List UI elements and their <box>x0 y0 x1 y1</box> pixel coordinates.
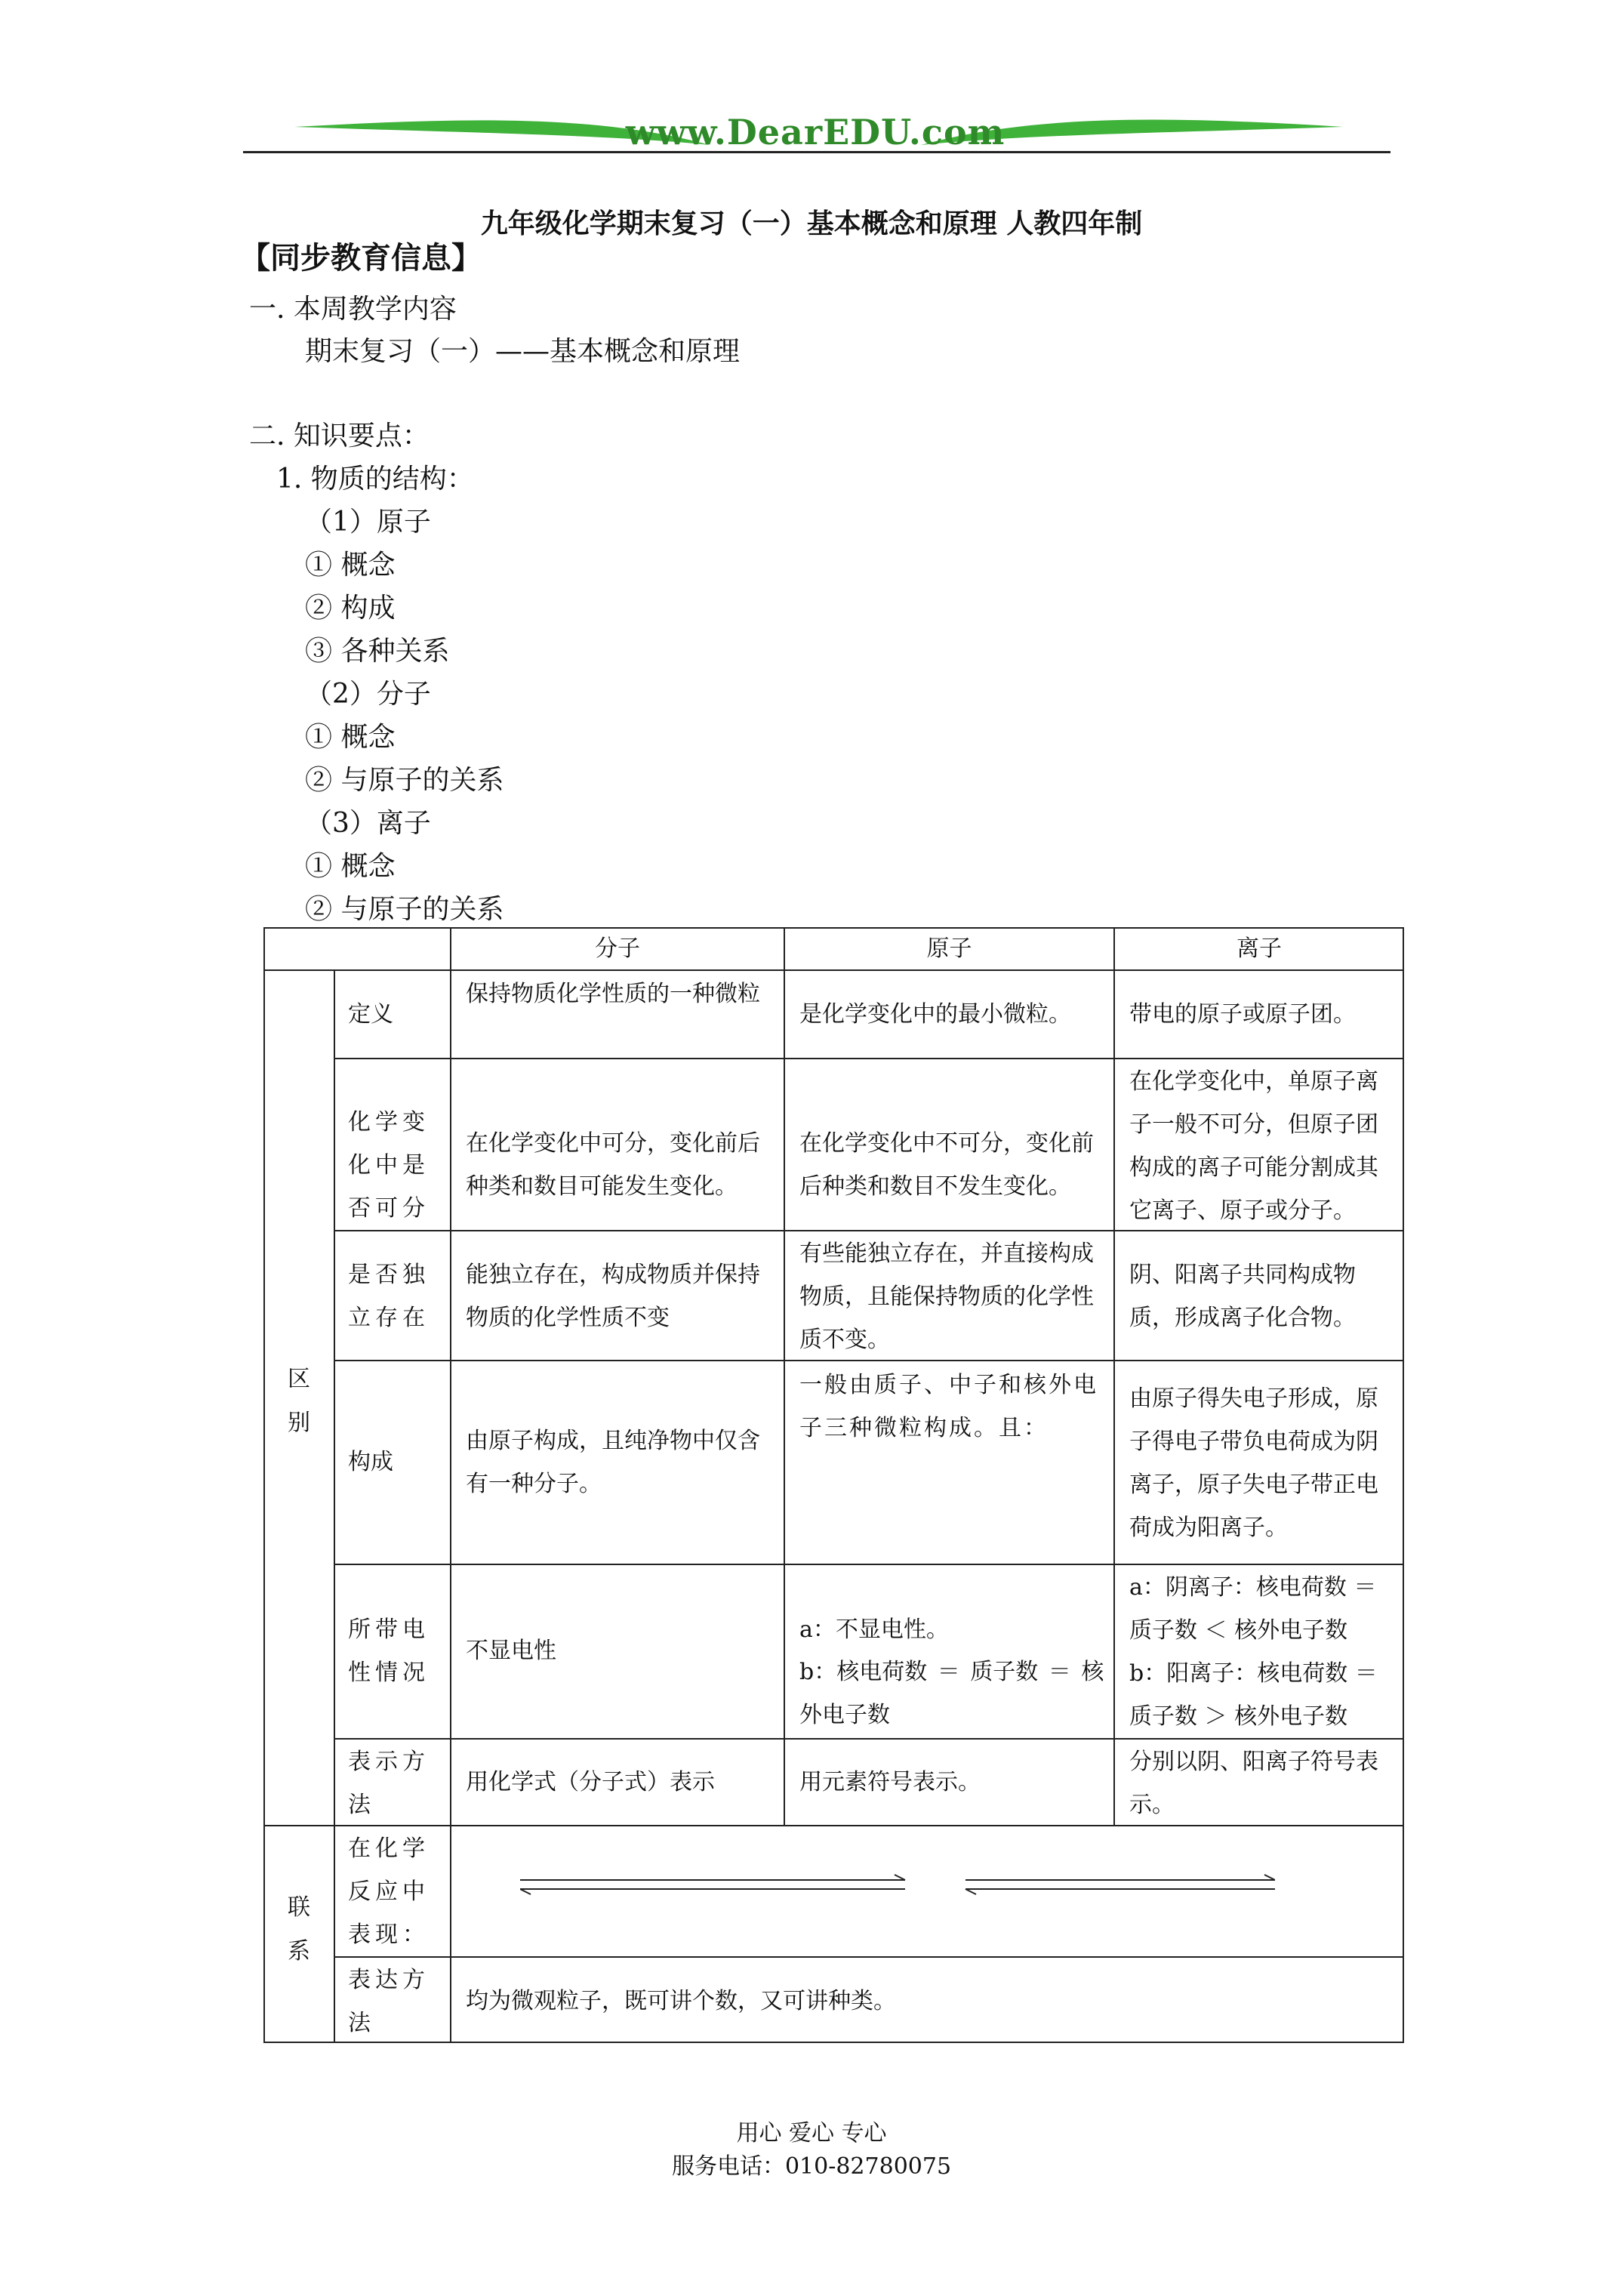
outline-item: 二. 知识要点： <box>249 421 430 451</box>
group-label-relation: 联系 <box>288 1894 310 1965</box>
footer-slogan: 用心 爱心 专心 <box>736 2120 887 2147</box>
table-cell: a：不显电性。 <box>799 1616 949 1643</box>
table-cell: 在化学变化中可分，变化前后种类和数目可能发生变化。 <box>466 1130 760 1200</box>
table-cell: 有些能独立存在，并直接构成物质，且能保持物质的化学性质不变。 <box>799 1240 1094 1353</box>
outline-item: ② 构成 <box>305 593 396 624</box>
outline-item: ② 与原子的关系 <box>305 765 504 796</box>
brand-logo-text: www.DearEDU.com <box>625 112 1006 153</box>
table-cell: b：核电荷数 ＝ 质子数 ＝ 核外电子数 <box>799 1659 1104 1728</box>
row-label: 表示方法 <box>348 1749 430 1818</box>
table-cell: 均为微观粒子，既可讲个数，又可讲种类。 <box>466 1988 896 2014</box>
section-heading: 【同步教育信息】 <box>240 240 482 276</box>
table-cell: b：阳离子：核电荷数 ＝ 质子数 ＞ 核外电子数 <box>1129 1660 1378 1730</box>
outline-item: ③ 各种关系 <box>305 636 450 667</box>
table-cell: 分别以阴、阳离子符号表示。 <box>1129 1749 1378 1818</box>
footer-phone: 服务电话：010-82780075 <box>671 2153 952 2180</box>
outline-item: （1）原子 <box>305 507 431 538</box>
outline-item: 一. 本周教学内容 <box>249 294 457 325</box>
outline-item: ① 概念 <box>305 722 396 753</box>
group-label-distinction: 区别 <box>288 1366 310 1436</box>
table-cell: 阴、阳离子共同构成物质，形成离子化合物。 <box>1129 1262 1356 1331</box>
outline-item: ② 与原子的关系 <box>305 894 504 925</box>
table-cell: 在化学变化中不可分，变化前后种类和数目不发生变化。 <box>799 1130 1094 1200</box>
table-cell: 用化学式（分子式）表示 <box>466 1769 715 1795</box>
table-cell: 是化学变化中的最小微粒。 <box>799 1001 1071 1028</box>
table-cell: 用元素符号表示。 <box>799 1769 981 1795</box>
table-cell: 不显电性 <box>466 1638 556 1664</box>
document-title: 九年级化学期末复习（一）基本概念和原理 人教四年制 <box>480 208 1143 239</box>
outline-item: （2）分子 <box>305 679 431 710</box>
row-label: 在化学反应中表现： <box>348 1835 430 1948</box>
table-cell: 由原子构成，且纯净物中仅含有一种分子。 <box>466 1428 760 1497</box>
row-label: 是否独立存在 <box>348 1262 430 1331</box>
row-label: 所带电性情况 <box>348 1616 430 1686</box>
comparison-table <box>263 927 1404 2043</box>
row-label: 定义 <box>348 1001 393 1028</box>
outline-item: ① 概念 <box>305 550 396 581</box>
table-cell: 保持物质化学性质的一种微粒 <box>466 981 760 1007</box>
outline-item: 期末复习（一）——基本概念和原理 <box>305 336 741 367</box>
table-cell: 在化学变化中，单原子离子一般不可分，但原子团构成的离子可能分割成其它离子、原子或分子。 <box>1129 1068 1378 1224</box>
table-cell: 由原子得失电子形成，原子得电子带负电荷成为阴离子，原子失电子带正电荷成为阳离子。 <box>1129 1385 1378 1541</box>
row-label: 化学变化中是否可分 <box>348 1109 430 1222</box>
row-label: 构成 <box>348 1449 393 1475</box>
reversible-arrows-icon <box>520 1871 1275 1909</box>
table-cell: 带电的原子或原子团。 <box>1129 1001 1356 1028</box>
header-banner <box>242 106 1389 166</box>
outline-item: ① 概念 <box>305 851 396 882</box>
table-cell: 一般由质子、中子和核外电子三种微粒构成。且： <box>799 1372 1098 1441</box>
column-header-molecule: 分子 <box>595 935 640 962</box>
row-label: 表达方法 <box>348 1967 430 2036</box>
header-rule <box>243 151 1390 153</box>
table-cell: a：阴离子：核电荷数 ＝ 质子数 ＜ 核外电子数 <box>1129 1574 1377 1644</box>
column-header-ion: 离子 <box>1236 935 1282 962</box>
table-cell: 能独立存在，构成物质并保持物质的化学性质不变 <box>466 1262 760 1331</box>
outline-item: （3）离子 <box>305 808 431 839</box>
column-header-atom: 原子 <box>926 935 972 962</box>
outline-item: 1. 物质的结构： <box>276 464 474 495</box>
